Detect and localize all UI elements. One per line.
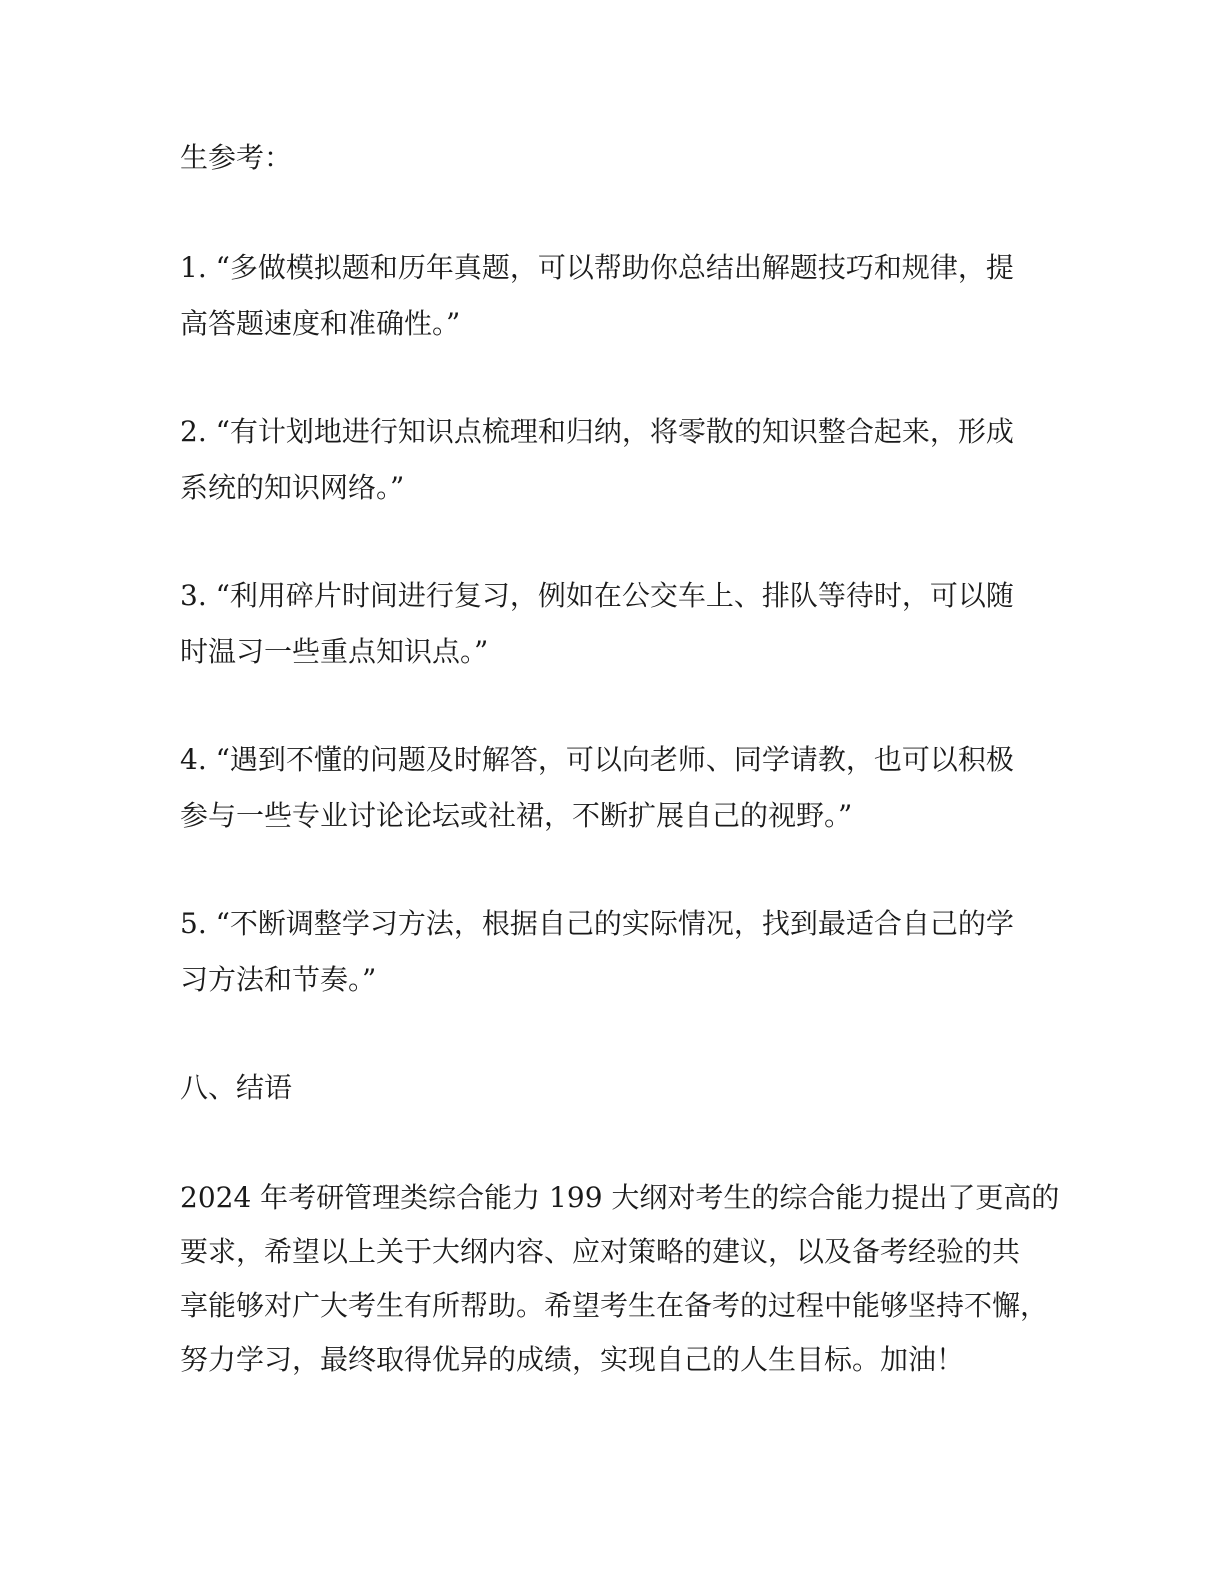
- tip-4-line-1: 4. “遇到不懂的问题及时解答，可以向老师、同学请教，也可以积极: [180, 743, 1014, 776]
- tip-3-line-2: 时温习一些重点知识点。”: [180, 635, 489, 668]
- conclusion-line-3: 享能够对广大考生有所帮助。希望考生在备考的过程中能够坚持不懈，: [180, 1289, 1049, 1322]
- tip-5-line-2: 习方法和节奏。”: [180, 963, 377, 996]
- conclusion-line-1: 2024 年考研管理类综合能力 199 大纲对考生的综合能力提出了更高的: [180, 1181, 1060, 1214]
- tip-3-line-1: 3. “利用碎片时间进行复习，例如在公交车上、排队等待时，可以随: [180, 579, 1014, 612]
- tip-1-line-2: 高答题速度和准确性。”: [180, 307, 461, 340]
- tip-2-line-2: 系统的知识网络。”: [180, 471, 405, 504]
- tip-4-line-2: 参与一些专业讨论论坛或社裙，不断扩展自己的视野。”: [180, 799, 853, 832]
- conclusion-line-4: 努力学习，最终取得优异的成绩，实现自己的人生目标。加油！: [180, 1343, 965, 1376]
- tip-2-line-1: 2. “有计划地进行知识点梳理和归纳，将零散的知识整合起来，形成: [180, 415, 1014, 448]
- tip-5-line-1: 5. “不断调整学习方法，根据自己的实际情况，找到最适合自己的学: [180, 907, 1014, 940]
- intro-text: 生参考：: [180, 141, 293, 174]
- tip-1-line-1: 1. “多做模拟题和历年真题，可以帮助你总结出解题技巧和规律，提: [180, 251, 1014, 284]
- section-heading: 八、结语: [180, 1071, 293, 1104]
- conclusion-line-2: 要求，希望以上关于大纲内容、应对策略的建议，以及备考经验的共: [180, 1235, 1021, 1268]
